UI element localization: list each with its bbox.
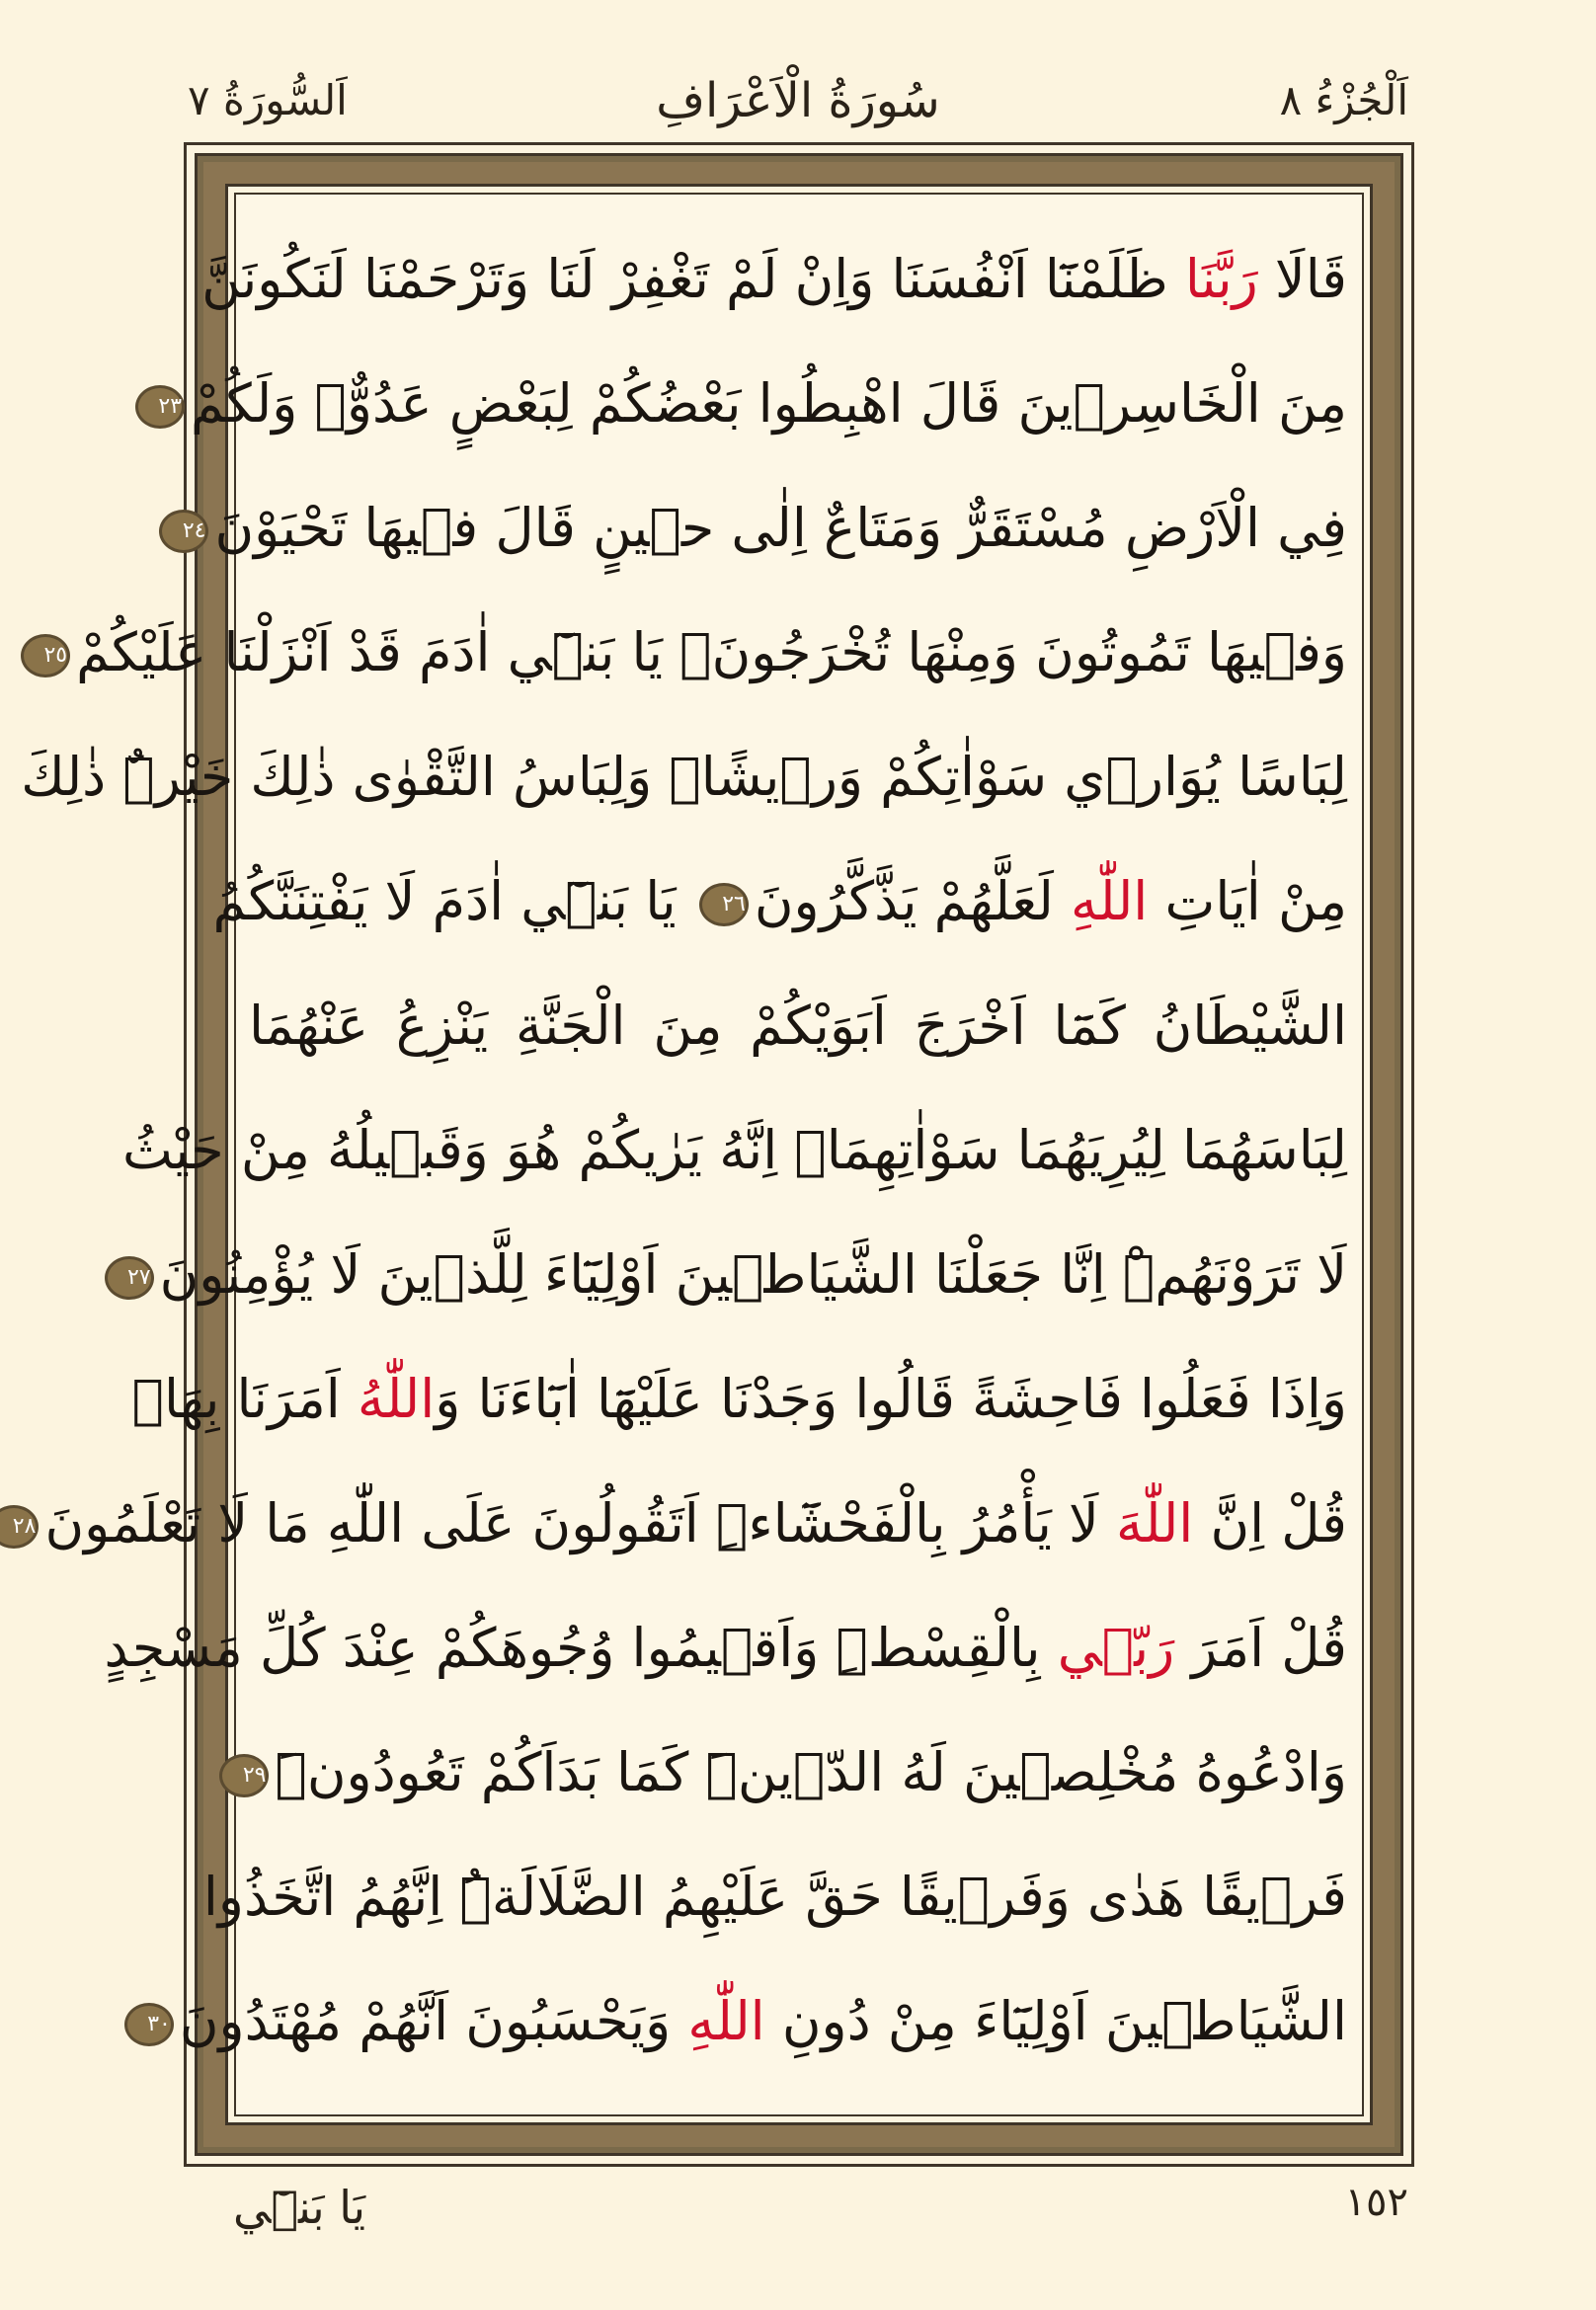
verse-text: بِالْقِسْطِۜ وَاَق۪يمُوا وُجُوهَكُمْ عِنْدَ كُلِّ مَسْجِدٍ xyxy=(104,1617,1058,1679)
text-line xyxy=(242,1711,1347,1835)
verse-text: قُلْ اَمَرَ xyxy=(1174,1617,1347,1679)
verse-text: لَعَلَّهُمْ يَذَّكَّرُونَ xyxy=(754,870,1072,932)
verse-text: فِي الْاَرْضِ مُسْتَقَرٌّ وَمَتَاعٌ اِلٰى ح۪ينٍ xyxy=(593,497,1347,559)
verse-text: الشَّيْطَانُ كَمَٓا اَخْرَجَ اَبَوَيْكُمْ مِنَ الْجَنَّةِ يَنْزِعُ عَنْهُمَا xyxy=(249,995,1347,1057)
divine-name: اللّٰهِ xyxy=(1071,870,1149,932)
verse-text: يَا بَن۪ٓي اٰدَمَ قَدْ اَنْزَلْنَا عَلَيْكُمْ xyxy=(76,621,680,683)
verse-text: لِبَاسًا يُوَارٖي سَوْاٰتِكُمْ وَر۪يشًاۜ وَلِبَاسُ التَّقْوٰى ذٰلِكَ خَيْرٌۜ ذٰلِكَ xyxy=(21,746,1347,808)
verse-text: قَالَا xyxy=(1257,248,1347,310)
verse-text: الشَّيَاط۪ينَ اَوْلِيَٓاءَ مِنْ دُونِ xyxy=(764,1990,1347,2052)
text-line xyxy=(202,1835,1347,1959)
verse-text: فَر۪يقًا هَدٰى وَفَر۪يقًا حَقَّ عَلَيْهِمُ الضَّلَالَةُۜ اِنَّهُمُ اتَّخَذُوا xyxy=(202,1866,1347,1928)
text-line xyxy=(21,715,1347,839)
verse-text: مِنَ الْخَاسِر۪ينَ xyxy=(1017,372,1347,435)
text-line xyxy=(201,217,1347,342)
verse-text: قَالَ اهْبِطُوا بَعْضُكُمْ لِبَعْضٍ عَدُوٌّۚ وَلَكُمْ xyxy=(191,372,1018,435)
ayah-number-marker: ٢٤ xyxy=(159,510,208,553)
ayah-number-marker: ٢٩ xyxy=(219,1754,269,1797)
ayah-number-marker: ٣٠ xyxy=(124,2003,174,2046)
text-line xyxy=(12,1462,1347,1586)
verse-text: قُلْ اِنَّ xyxy=(1193,1492,1347,1554)
divine-name: اللّٰهُ xyxy=(357,1368,436,1430)
verse-text: لِبَاسَهُمَا لِيُرِيَهُمَا سَوْاٰتِهِمَاۜ اِنَّهُ يَرٰيكُمْ هُوَ وَقَب۪يلُهُ مِنْ حَيْثُ xyxy=(121,1119,1347,1181)
verse-text: لَا تَرَوْنَهُمْۜ اِنَّا جَعَلْنَا الشَّيَاط۪ينَ اَوْلِيَٓاءَ لِلَّذ۪ينَ لَا يُؤْمِنُونَ xyxy=(159,1243,1347,1306)
ayah-number-marker: ٢٣ xyxy=(135,385,185,429)
divine-name: رَبَّنَا xyxy=(1184,248,1258,310)
text-line xyxy=(147,1959,1347,2084)
page-header xyxy=(188,61,1408,140)
verse-text: لَا يَأْمُرُ بِالْفَحْشَٓاءِۜ اَتَقُولُونَ عَلَى اللّٰهِ مَا لَا تَعْلَمُونَ xyxy=(44,1492,1116,1554)
text-line xyxy=(126,1213,1347,1337)
juz-label: اَلْجُزْءُ ٨ xyxy=(1279,76,1408,124)
verse-text: مِنْ اٰيَاتِ xyxy=(1148,870,1347,932)
surah-title: سُورَةُ الْاَعْرَافِ xyxy=(656,73,940,128)
text-line xyxy=(131,1337,1347,1462)
verse-text: وَف۪يهَا تَمُوتُونَ وَمِنْهَا تُخْرَجُونَ۟ xyxy=(679,621,1347,683)
quran-text-block xyxy=(12,217,1347,2113)
verse-text: وَيَحْسَبُونَ اَنَّهُمْ مُهْتَدُونَ xyxy=(179,1990,688,2052)
text-line xyxy=(158,342,1347,466)
text-line xyxy=(249,964,1347,1088)
verse-text: يَا بَن۪ٓي اٰدَمَ لَا يَفْتِنَنَّكُمُ xyxy=(212,870,693,932)
surah-number-label: اَلسُّورَةُ ٧ xyxy=(188,76,348,124)
text-line xyxy=(121,1088,1347,1213)
ayah-number-marker: ٢٦ xyxy=(699,883,749,926)
catchword: يَا بَن۪ٓي xyxy=(233,2181,366,2234)
page-number: ١٥٢ xyxy=(1344,2180,1408,2225)
verse-text: ظَلَمْنَٓا اَنْفُسَنَا وَاِنْ لَمْ تَغْفِرْ لَنَا وَتَرْحَمْنَا لَنَكُونَنَّ xyxy=(201,248,1185,310)
divine-name: اللّٰهَ xyxy=(1116,1492,1194,1554)
text-line xyxy=(212,839,1347,964)
verse-text: وَادْعُوهُ مُخْلِص۪ينَ لَهُ الدّ۪ينَۜ كَمَا بَدَاَكُمْ تَعُودُونَۜ xyxy=(275,1741,1347,1803)
ayah-number-marker: ٢٨ xyxy=(0,1505,39,1549)
ayah-number-marker: ٢٧ xyxy=(105,1256,154,1300)
text-line xyxy=(43,591,1347,715)
divine-name: رَبّ۪ي xyxy=(1057,1617,1175,1679)
verse-text: وَاِذَا فَعَلُوا فَاحِشَةً قَالُوا وَجَدْنَا عَلَيْهَٓا اٰبَٓاءَنَا وَ xyxy=(435,1368,1347,1430)
verse-text: قَالَ ف۪يهَا تَحْيَوْنَ xyxy=(214,497,594,559)
verse-text: اَمَرَنَا بِهَاۜ xyxy=(131,1368,358,1430)
text-line xyxy=(182,466,1347,591)
ayah-number-marker: ٢٥ xyxy=(21,634,70,677)
text-line xyxy=(104,1586,1347,1711)
divine-name: اللّٰهِ xyxy=(687,1990,765,2052)
